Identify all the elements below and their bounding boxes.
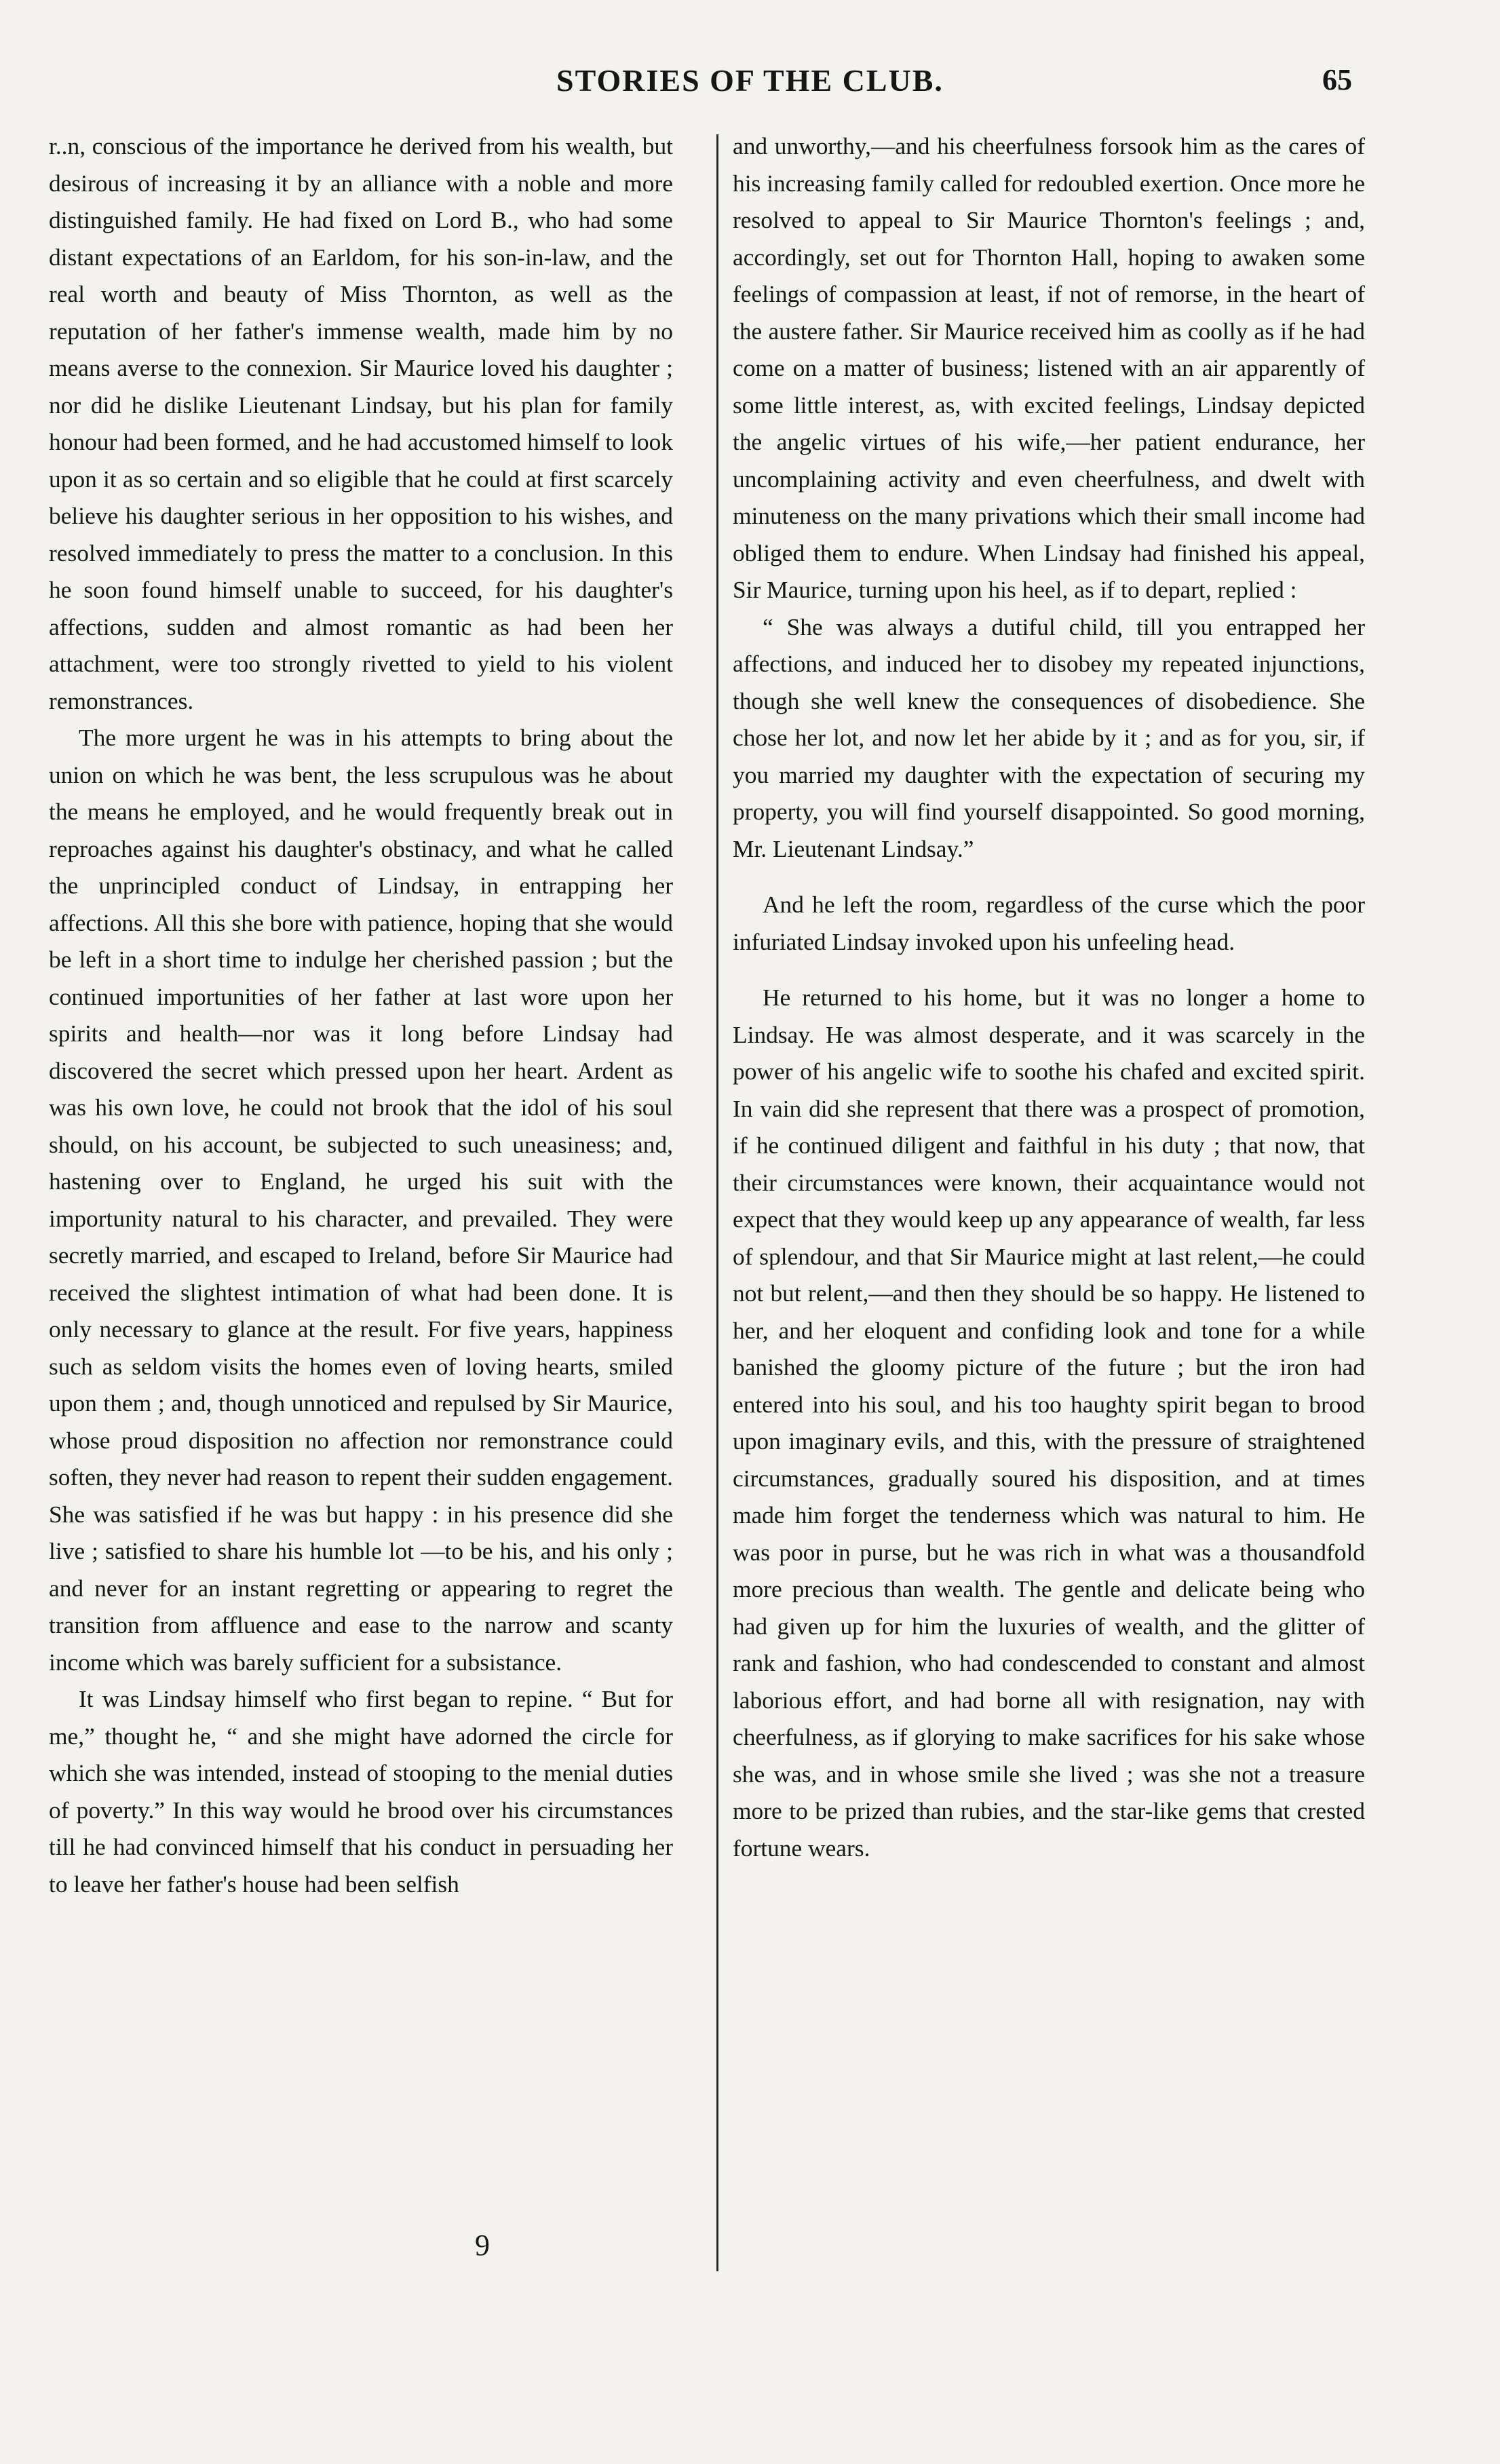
paragraph: The more urgent he was in his attempts to bring about the union on which he was bent, the less scrupulous was he about the means he employed, and he would frequently break out in reproaches against his daughter's obstinacy, and what he called the unprincipled conduct of Lindsay, in entrapping her affections. All this she bore with patience, hoping that she would be left in a short time to indulge her cherished passion ; but the continued importunities of her father at last wore upon her spirits and health—nor was it long before Lindsay had discovered the secret which pressed upon her heart. Ardent as was his own love, he could not brook that the idol of his soul should, on his account, be subjected to such uneasiness; and, hastening over to England, he urged his suit with the importunity natural to his character, and prevailed. They were secretly married, and escaped to Ireland, before Sir Maurice had received the slightest intimation of what had been done. It is only necessary to glance at the result. For five years, happiness such as seldom visits the homes even of loving hearts, smiled upon them ; and, though unnoticed and repulsed by Sir Maurice, whose proud disposition no affection nor remonstrance could soften, they never had reason to repent their sudden engagement. She was satisfied if he was but happy : in his presence did she live ; satisfied to share his humble lot —to be his, and his only ; and never for an instant regretting or appearing to regret the transition from affluence and ease to the narrow and scanty income which was barely sufficient for a subsistance.	[49, 724, 673, 1676]
right-column	[733, 128, 1365, 1866]
left-column	[49, 128, 673, 1902]
paragraph: “ She was always a dutiful child, till you entrapped her affections, and induced her to disobey my repeated injunctions, though she well knew the consequences of disobedience. She chose her lot, and now let her abide by it ; and as for you, sir, if you married my daughter with the expectation of securing my property, you will find yourself disappointed. So good morning, Mr. Lieutenant Lindsay.”	[733, 613, 1365, 862]
paragraph: And he left the room, regardless of the curse which the poor infuriated Lindsay invoked upon his unfeeling head.	[733, 891, 1365, 955]
paragraph: r..n, conscious of the importance he derived from his wealth, but desirous of increasing it by an alliance with a noble and more distinguished family. He had fixed on Lord B., who had some distant expectations of an Earldom, for his son-in-law, and the real worth and beauty of Miss Thornton, as well as the reputation of her father's immense wealth, made him by no means averse to the connexion. Sir Maurice loved his daughter ; nor did he dislike Lieutenant Lindsay, but his plan for family honour had been formed, and he had accustomed himself to look upon it as so certain and so eligible that he could at first scarcely believe his daughter serious in her opposition to his wishes, and resolved immediately to press the matter to a conclusion. In this he soon found himself unable to succeed, for his daughter's affections, sudden and almost romantic as had been her attachment, were too strongly rivetted to yield to his violent remonstrances.	[49, 132, 673, 714]
paragraph: It was Lindsay himself who first began to repine. “ But for me,” thought he, “ and she might have adorned the circle for which she was intended, instead of stooping to the menial duties of poverty.” In this way would he brood over his circumstances till he had convinced himself that his conduct in persuading her to leave her father's house had been selfish	[49, 1685, 673, 1898]
paragraph: He returned to his home, but it was no longer a home to Lindsay. He was almost desperate, and it was scarcely in the power of his angelic wife to soothe his chafed and excited spirit. In vain did she represent that there was a prospect of promotion, if he continued diligent and faithful in his duty ; that now, that their circumstances were known, their acquaintance would not expect that they would keep up any appearance of wealth, far less of splendour, and that Sir Maurice might at last relent,—he could not but relent,—and then they should be so happy. He listened to her, and her eloquent and confiding look and tone for a while banished the gloomy picture of the future ; but the iron had entered into his soul, and his too haughty spirit began to brood upon imaginary evils, and this, with the pressure of straightened circumstances, gradually soured his disposition, and at times made him forget the tenderness which was natural to him. He was poor in purse, but he was rich in what was a thousandfold more precious than wealth. The gentle and delicate being who had given up for him the luxuries of wealth, and the glitter of rank and fashion, who had condescended to constant and almost laborious effort, and had borne all with resignation, nay with cheerfulness, as if glorying to make sacrifices for his sake whose she was, and in whose smile she lived ; was she not a treasure more to be prized than rubies, and the star-like gems that crested fortune wears.	[733, 984, 1365, 1862]
text-columns	[49, 128, 1365, 2271]
running-head	[0, 62, 1500, 110]
signature-mark: 9	[475, 2229, 490, 2262]
page-number: 65	[1322, 63, 1352, 96]
running-title: STORIES OF THE CLUB.	[556, 63, 944, 98]
paragraph: and unworthy,—and his cheerfulness forsook him as the cares of his increasing family called for redoubled exertion. Once more he resolved to appeal to Sir Maurice Thornton's feelings ; and, accordingly, set out for Thornton Hall, hoping to awaken some feelings of compassion at least, if not of remorse, in the heart of the austere father. Sir Maurice received him as coolly as if he had come on a matter of business; listened with an air apparently of some little interest, as, with excited feelings, Lindsay depicted the angelic virtues of his wife,—her patient endurance, her uncomplaining activity and even cheerfulness, and dwelt with minuteness on the many privations which their small income had obliged them to endure. When Lindsay had finished his appeal, Sir Maurice, turning upon his heel, as if to depart, replied :	[733, 132, 1365, 603]
